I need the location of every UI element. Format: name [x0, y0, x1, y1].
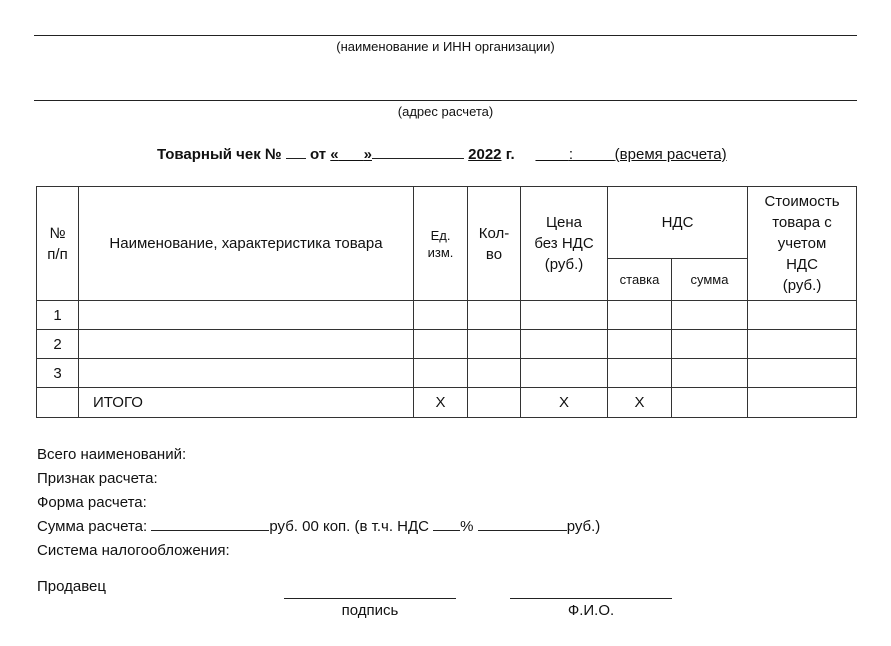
sum-label: Сумма расчета:	[37, 518, 148, 535]
table-row	[37, 330, 857, 359]
total-unit-x: Х	[414, 388, 468, 418]
info-block	[37, 443, 600, 563]
total-row	[37, 388, 857, 418]
tax-system: Система налогообложения:	[37, 542, 230, 559]
name-caption: Ф.И.О.	[567, 602, 615, 619]
vat-sum-blank	[478, 516, 567, 531]
total-price-x: Х	[521, 388, 608, 418]
address-line	[34, 100, 857, 101]
header-price: Цена без НДС (руб.)	[521, 187, 608, 301]
vat-percent-blank	[433, 516, 460, 531]
year: 2022	[468, 146, 502, 163]
signature-line	[284, 598, 456, 599]
percent-sign: %	[460, 518, 474, 535]
signature-caption: подпись	[341, 602, 399, 619]
header-number: № п/п	[37, 187, 79, 301]
month-blank	[372, 144, 464, 159]
header-name: Наименование, характеристика товара	[79, 187, 414, 301]
total-vat-rate-x: Х	[608, 388, 672, 418]
header-unit: Ед. изм.	[414, 187, 468, 301]
goods-table	[36, 186, 857, 418]
time-caption: (время расчета)	[614, 146, 727, 163]
day-field: « »	[330, 146, 372, 163]
header-vat: НДС	[608, 187, 748, 259]
header-vat-sum: сумма	[672, 259, 748, 301]
from-word: от	[309, 146, 327, 163]
header-cost: Стоимость товара с учетом НДС (руб.)	[748, 187, 857, 301]
address-caption: (адрес расчета)	[397, 104, 494, 119]
total-label: ИТОГО	[79, 388, 414, 418]
seller-label: Продавец	[37, 578, 106, 595]
row-number: 2	[37, 330, 79, 359]
year-suffix: г.	[505, 146, 515, 163]
total-items: Всего наименований:	[37, 446, 187, 463]
receipt-label: Товарный чек №	[157, 146, 282, 163]
payment-form: Форма расчета:	[37, 494, 147, 511]
org-caption: (наименование и ИНН организации)	[336, 39, 555, 54]
org-line	[34, 35, 857, 36]
sum-line	[37, 515, 600, 539]
table-row	[37, 359, 857, 388]
sum-mid: руб. 00 коп. (в т.ч. НДС	[269, 518, 429, 535]
header-qty: Кол- во	[468, 187, 521, 301]
name-line	[510, 598, 672, 599]
row-number: 3	[37, 359, 79, 388]
header-vat-rate: ставка	[608, 259, 672, 301]
row-number: 1	[37, 301, 79, 330]
sum-end: руб.)	[566, 518, 601, 535]
sum-blank	[151, 516, 269, 531]
receipt-title	[157, 144, 727, 163]
receipt-number-blank	[286, 144, 306, 159]
payment-sign: Признак расчета:	[37, 470, 158, 487]
table-row	[37, 301, 857, 330]
time-field: : (время расчета)	[568, 146, 727, 163]
